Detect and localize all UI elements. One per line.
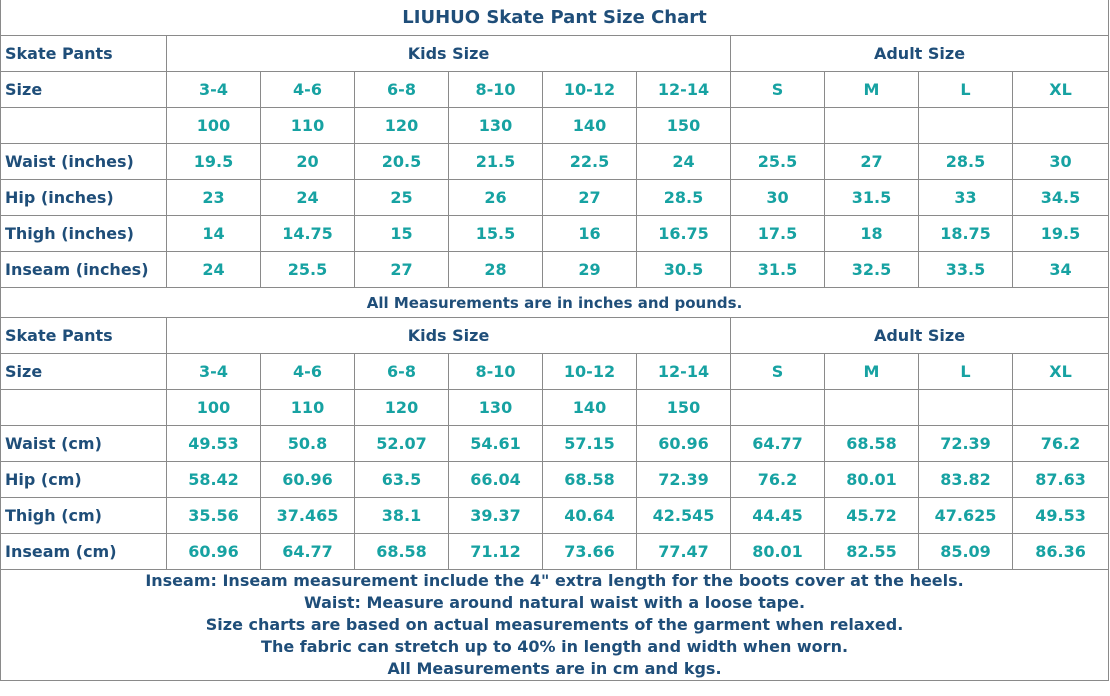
- height-cell: [825, 108, 919, 144]
- row-label: Waist (cm): [1, 426, 167, 462]
- measurement-cell: 25: [355, 180, 449, 216]
- kids-size-header: Kids Size: [167, 318, 731, 354]
- measurement-cell: 17.5: [731, 216, 825, 252]
- measurement-cell: 47.625: [919, 498, 1013, 534]
- height-cell: 130: [449, 390, 543, 426]
- measurement-cell: 15.5: [449, 216, 543, 252]
- table-header-row: [1, 36, 1109, 72]
- measurement-cell: 32.5: [825, 252, 919, 288]
- unit-note: All Measurements are in inches and pounds.: [1, 288, 1109, 318]
- measurement-cell: 23: [167, 180, 261, 216]
- measurement-cell: 29: [543, 252, 637, 288]
- row-label: Skate Pants: [1, 36, 167, 72]
- measurement-row: [1, 462, 1109, 498]
- measurement-cell: 33: [919, 180, 1013, 216]
- measurement-cell: 71.12: [449, 534, 543, 570]
- size-cell: 10-12: [543, 72, 637, 108]
- measurement-cell: 18.75: [919, 216, 1013, 252]
- measurement-cell: 20: [261, 144, 355, 180]
- measurement-cell: 58.42: [167, 462, 261, 498]
- measurement-cell: 37.465: [261, 498, 355, 534]
- height-cell: 130: [449, 108, 543, 144]
- size-cell: 4-6: [261, 354, 355, 390]
- row-label: Size: [1, 354, 167, 390]
- table-header-row: [1, 318, 1109, 354]
- size-cell: M: [825, 72, 919, 108]
- height-cell: 150: [637, 390, 731, 426]
- measurement-cell: 33.5: [919, 252, 1013, 288]
- measurement-cell: 19.5: [167, 144, 261, 180]
- adult-size-header: Adult Size: [731, 318, 1109, 354]
- measurement-cell: 87.63: [1013, 462, 1109, 498]
- kids-size-header: Kids Size: [167, 36, 731, 72]
- row-label: Waist (inches): [1, 144, 167, 180]
- row-label: Skate Pants: [1, 318, 167, 354]
- measurement-row: [1, 252, 1109, 288]
- measurement-cell: 77.47: [637, 534, 731, 570]
- measurement-cell: 68.58: [825, 426, 919, 462]
- size-cell: S: [731, 72, 825, 108]
- row-label: Inseam (inches): [1, 252, 167, 288]
- footer-note: Inseam: Inseam measurement include the 4" extra length for the boots cover at the heels.: [145, 571, 964, 590]
- height-row: [1, 390, 1109, 426]
- measurement-row: [1, 426, 1109, 462]
- height-cell: 150: [637, 108, 731, 144]
- measurement-cell: 49.53: [1013, 498, 1109, 534]
- measurement-cell: 64.77: [261, 534, 355, 570]
- measurement-cell: 76.2: [731, 462, 825, 498]
- measurement-cell: 28.5: [919, 144, 1013, 180]
- height-cell: 100: [167, 390, 261, 426]
- size-cell: 4-6: [261, 72, 355, 108]
- measurement-cell: 52.07: [355, 426, 449, 462]
- measurement-cell: 44.45: [731, 498, 825, 534]
- footer-notes-row: [1, 570, 1109, 681]
- footer-note: Size charts are based on actual measurements of the garment when relaxed.: [205, 615, 904, 634]
- size-row: [1, 354, 1109, 390]
- measurement-row: [1, 534, 1109, 570]
- measurement-cell: 22.5: [543, 144, 637, 180]
- row-label: Inseam (cm): [1, 534, 167, 570]
- size-cell: 10-12: [543, 354, 637, 390]
- measurement-cell: 86.36: [1013, 534, 1109, 570]
- height-cell: 140: [543, 390, 637, 426]
- measurement-cell: 63.5: [355, 462, 449, 498]
- measurement-cell: 57.15: [543, 426, 637, 462]
- measurement-cell: 80.01: [825, 462, 919, 498]
- measurement-cell: 40.64: [543, 498, 637, 534]
- measurement-cell: 31.5: [731, 252, 825, 288]
- footer-notes: [1, 570, 1109, 681]
- size-cell: 3-4: [167, 72, 261, 108]
- measurement-cell: 16: [543, 216, 637, 252]
- measurement-cell: 30: [731, 180, 825, 216]
- measurement-cell: 24: [167, 252, 261, 288]
- row-label: [1, 108, 167, 144]
- height-cell: [1013, 108, 1109, 144]
- size-cell: XL: [1013, 72, 1109, 108]
- footer-note: Waist: Measure around natural waist with a loose tape.: [304, 593, 806, 612]
- measurement-cell: 83.82: [919, 462, 1013, 498]
- measurement-cell: 60.96: [261, 462, 355, 498]
- measurement-cell: 21.5: [449, 144, 543, 180]
- measurement-cell: 27: [355, 252, 449, 288]
- size-cell: 8-10: [449, 354, 543, 390]
- measurement-cell: 50.8: [261, 426, 355, 462]
- footer-note: The fabric can stretch up to 40% in length and width when worn.: [261, 637, 849, 656]
- size-cell: 12-14: [637, 354, 731, 390]
- measurement-cell: 24: [261, 180, 355, 216]
- adult-size-header: Adult Size: [731, 36, 1109, 72]
- size-cell: S: [731, 354, 825, 390]
- row-label: Hip (inches): [1, 180, 167, 216]
- height-row: [1, 108, 1109, 144]
- measurement-cell: 20.5: [355, 144, 449, 180]
- measurement-cell: 14.75: [261, 216, 355, 252]
- measurement-cell: 60.96: [167, 534, 261, 570]
- height-cell: [825, 390, 919, 426]
- measurement-cell: 68.58: [543, 462, 637, 498]
- row-label: Hip (cm): [1, 462, 167, 498]
- measurement-cell: 31.5: [825, 180, 919, 216]
- size-cell: M: [825, 354, 919, 390]
- row-label: [1, 390, 167, 426]
- measurement-cell: 27: [825, 144, 919, 180]
- size-cell: 6-8: [355, 72, 449, 108]
- measurement-cell: 39.37: [449, 498, 543, 534]
- measurement-cell: 54.61: [449, 426, 543, 462]
- measurement-cell: 27: [543, 180, 637, 216]
- measurement-cell: 26: [449, 180, 543, 216]
- height-cell: [731, 390, 825, 426]
- height-cell: 100: [167, 108, 261, 144]
- measurement-cell: 28.5: [637, 180, 731, 216]
- height-cell: [919, 108, 1013, 144]
- row-label: Thigh (cm): [1, 498, 167, 534]
- measurement-cell: 18: [825, 216, 919, 252]
- measurement-cell: 66.04: [449, 462, 543, 498]
- footer-note: All Measurements are in cm and kgs.: [387, 659, 722, 678]
- measurement-row: [1, 498, 1109, 534]
- unit-note-row: [1, 288, 1109, 318]
- measurement-cell: 85.09: [919, 534, 1013, 570]
- size-cell: 6-8: [355, 354, 449, 390]
- measurement-cell: 30: [1013, 144, 1109, 180]
- measurement-cell: 25.5: [261, 252, 355, 288]
- height-cell: 110: [261, 108, 355, 144]
- measurement-cell: 76.2: [1013, 426, 1109, 462]
- measurement-cell: 34: [1013, 252, 1109, 288]
- measurement-cell: 14: [167, 216, 261, 252]
- height-cell: [731, 108, 825, 144]
- size-cell: 12-14: [637, 72, 731, 108]
- measurement-cell: 15: [355, 216, 449, 252]
- size-cell: 3-4: [167, 354, 261, 390]
- measurement-cell: 80.01: [731, 534, 825, 570]
- measurement-cell: 35.56: [167, 498, 261, 534]
- measurement-cell: 30.5: [637, 252, 731, 288]
- measurement-row: [1, 180, 1109, 216]
- row-label: Thigh (inches): [1, 216, 167, 252]
- measurement-cell: 45.72: [825, 498, 919, 534]
- measurement-cell: 49.53: [167, 426, 261, 462]
- measurement-cell: 73.66: [543, 534, 637, 570]
- measurement-cell: 72.39: [637, 462, 731, 498]
- size-cell: L: [919, 354, 1013, 390]
- measurement-cell: 19.5: [1013, 216, 1109, 252]
- measurement-cell: 72.39: [919, 426, 1013, 462]
- size-cell: 8-10: [449, 72, 543, 108]
- height-cell: [919, 390, 1013, 426]
- size-row: [1, 72, 1109, 108]
- measurement-cell: 24: [637, 144, 731, 180]
- height-cell: 140: [543, 108, 637, 144]
- height-cell: [1013, 390, 1109, 426]
- measurement-cell: 38.1: [355, 498, 449, 534]
- size-cell: L: [919, 72, 1013, 108]
- height-cell: 120: [355, 390, 449, 426]
- measurement-cell: 34.5: [1013, 180, 1109, 216]
- chart-title: LIUHUO Skate Pant Size Chart: [1, 0, 1109, 36]
- measurement-cell: 16.75: [637, 216, 731, 252]
- measurement-cell: 64.77: [731, 426, 825, 462]
- size-cell: XL: [1013, 354, 1109, 390]
- measurement-cell: 28: [449, 252, 543, 288]
- row-label: Size: [1, 72, 167, 108]
- height-cell: 120: [355, 108, 449, 144]
- measurement-cell: 25.5: [731, 144, 825, 180]
- measurement-cell: 42.545: [637, 498, 731, 534]
- measurement-cell: 82.55: [825, 534, 919, 570]
- measurement-cell: 68.58: [355, 534, 449, 570]
- height-cell: 110: [261, 390, 355, 426]
- measurement-cell: 60.96: [637, 426, 731, 462]
- measurement-row: [1, 216, 1109, 252]
- measurement-row: [1, 144, 1109, 180]
